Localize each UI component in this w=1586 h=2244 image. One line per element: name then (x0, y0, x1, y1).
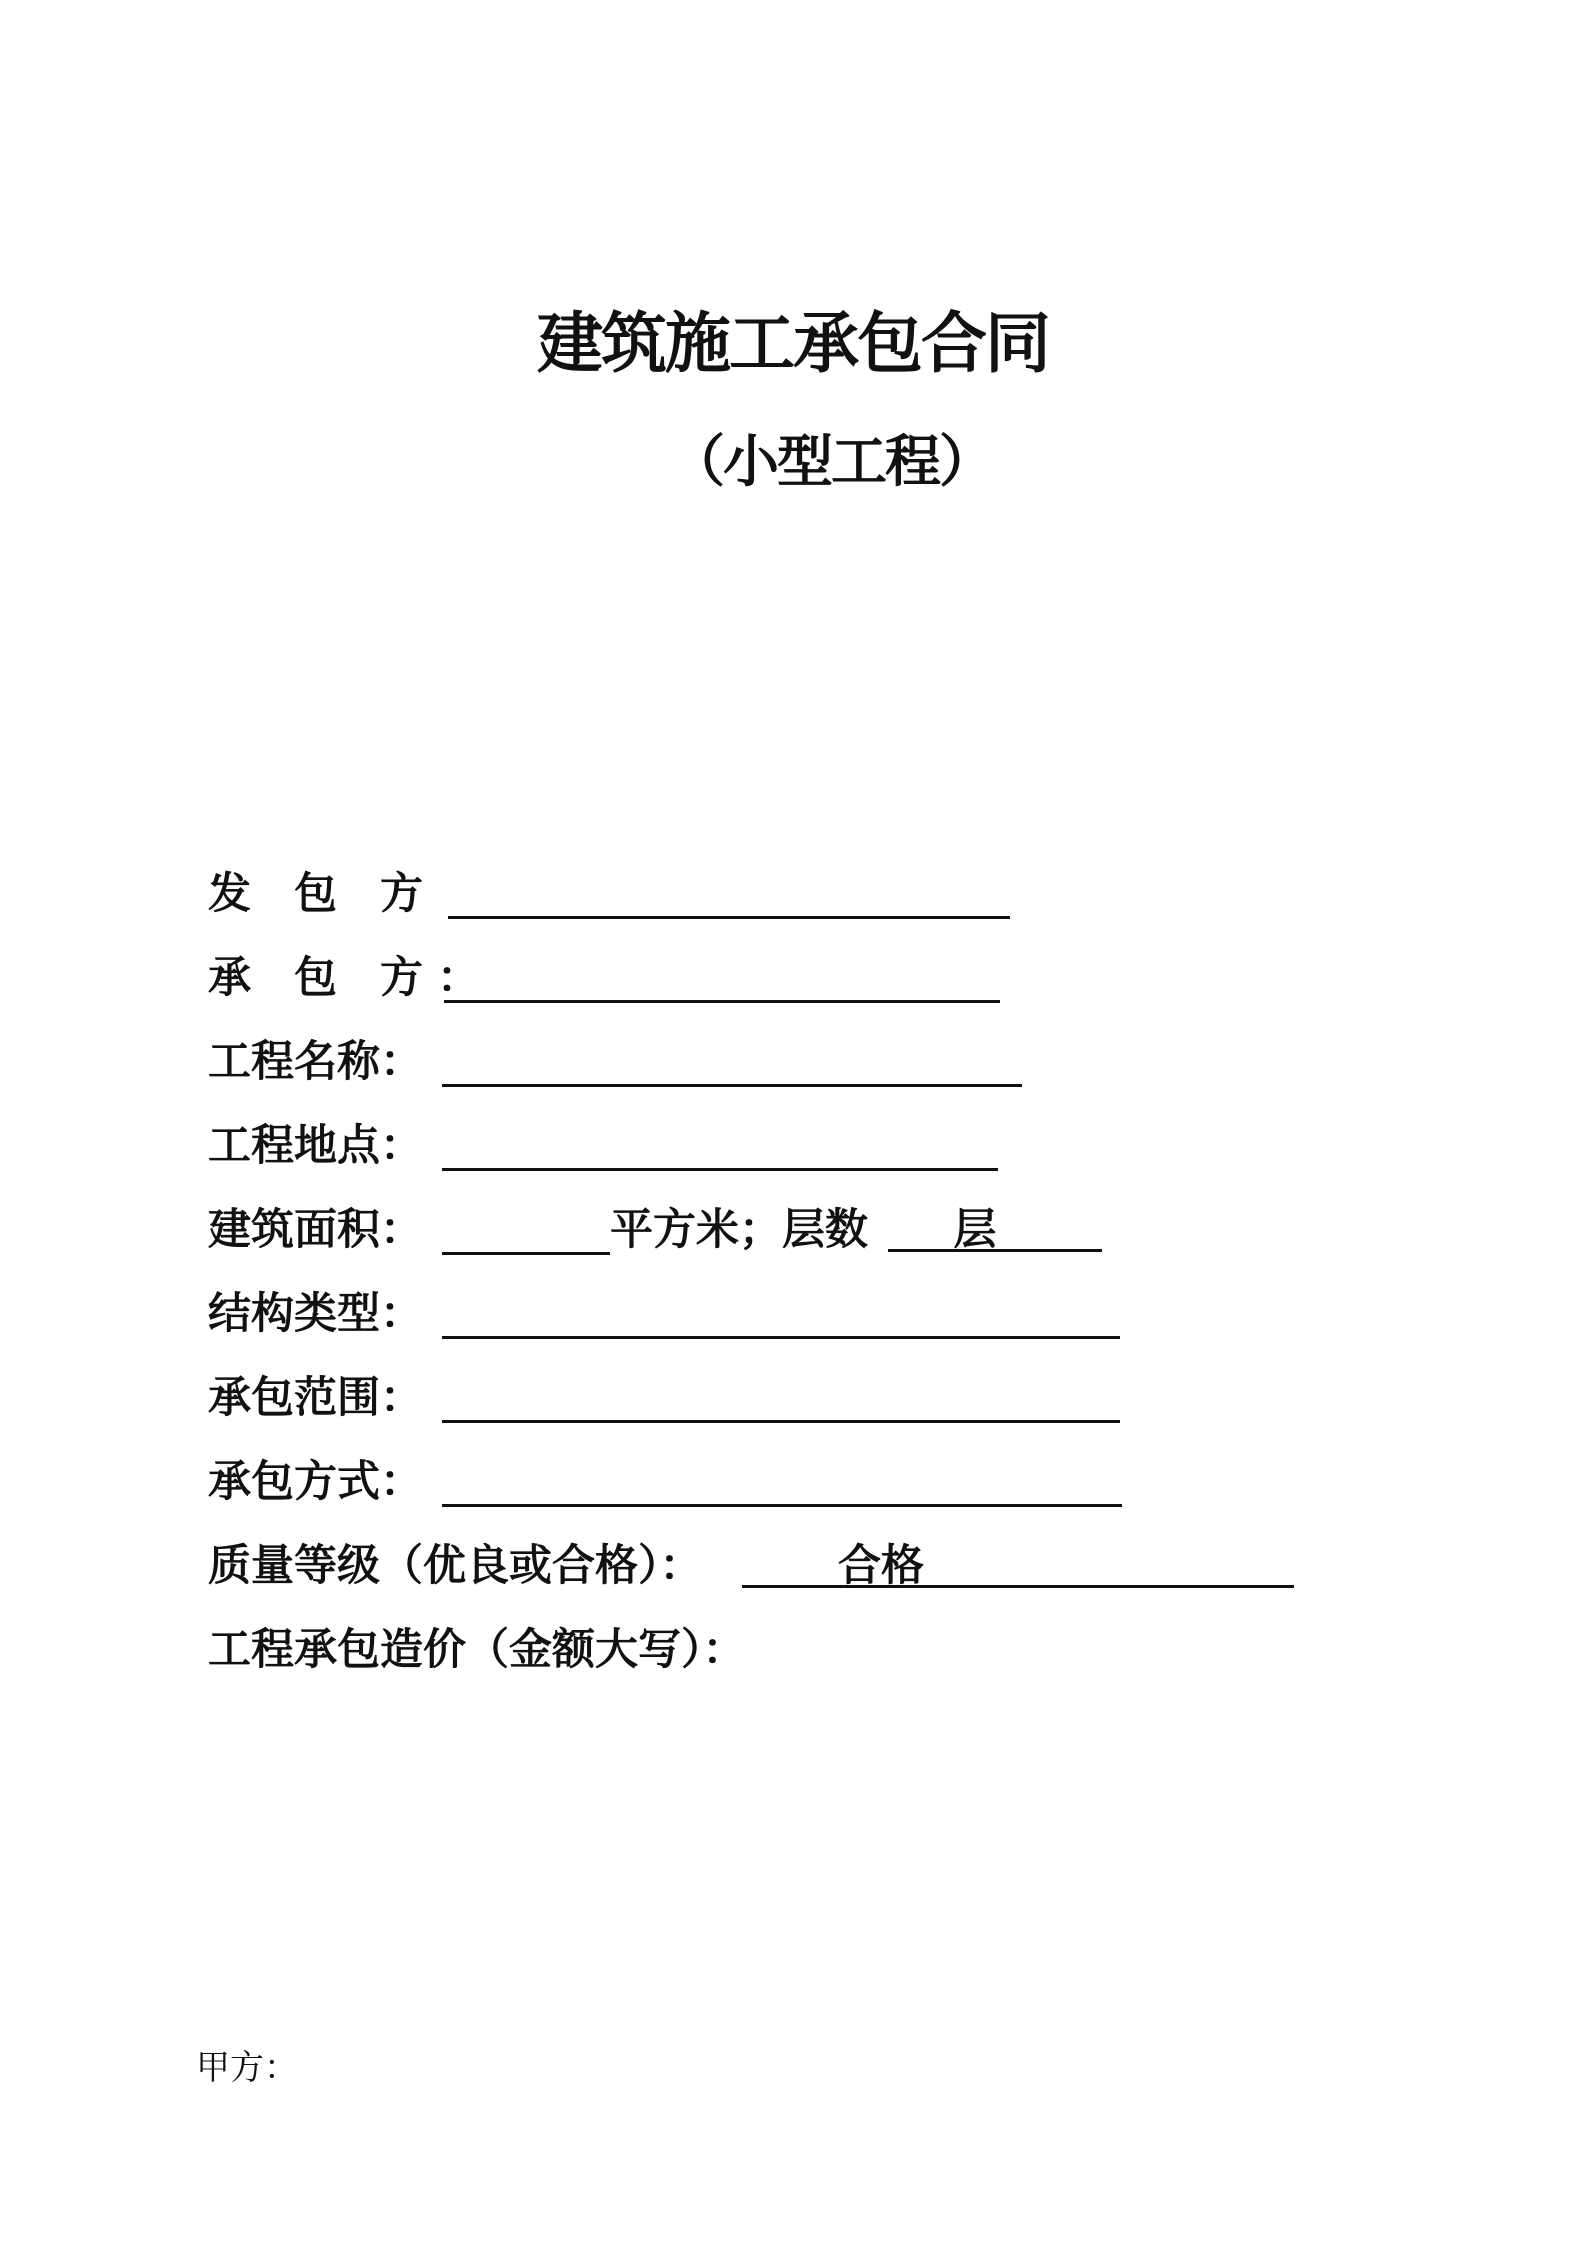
document-title: 建筑施工承包合同 (537, 305, 1049, 382)
structure-type-field[interactable] (442, 1284, 1120, 1339)
project-location-field[interactable] (442, 1116, 998, 1171)
quality-grade-label: 质量等级（优良或合格）： (208, 1541, 703, 1591)
building-area-label: 建筑面积： (208, 1205, 423, 1255)
contract-price-label: 工程承包造价（金额大写）： (208, 1625, 746, 1675)
project-name-field[interactable] (442, 1032, 1022, 1087)
contract-scope-label: 承包范围： (208, 1373, 423, 1423)
project-location-label: 工程地点： (208, 1121, 423, 1171)
contract-method-label: 承包方式： (208, 1457, 423, 1507)
area-unit-floors-label: 平方米；层数 (610, 1205, 868, 1255)
building-area-field[interactable] (442, 1200, 610, 1255)
quality-grade-field[interactable]: 合格 (742, 1536, 1294, 1588)
employer-label: 发 包 方 (208, 869, 437, 919)
contractor-field[interactable] (444, 948, 1000, 1003)
floors-field[interactable]: 层 (888, 1200, 1102, 1252)
contract-scope-field[interactable] (442, 1368, 1120, 1423)
project-name-label: 工程名称： (208, 1037, 423, 1087)
party-a-label: 甲方： (196, 2048, 298, 2088)
structure-type-label: 结构类型： (208, 1289, 423, 1339)
contract-method-field[interactable] (442, 1452, 1122, 1507)
contractor-label: 承 包 方： (208, 953, 494, 1003)
document-subtitle: （小型工程） (669, 430, 993, 495)
employer-field[interactable] (448, 864, 1010, 919)
